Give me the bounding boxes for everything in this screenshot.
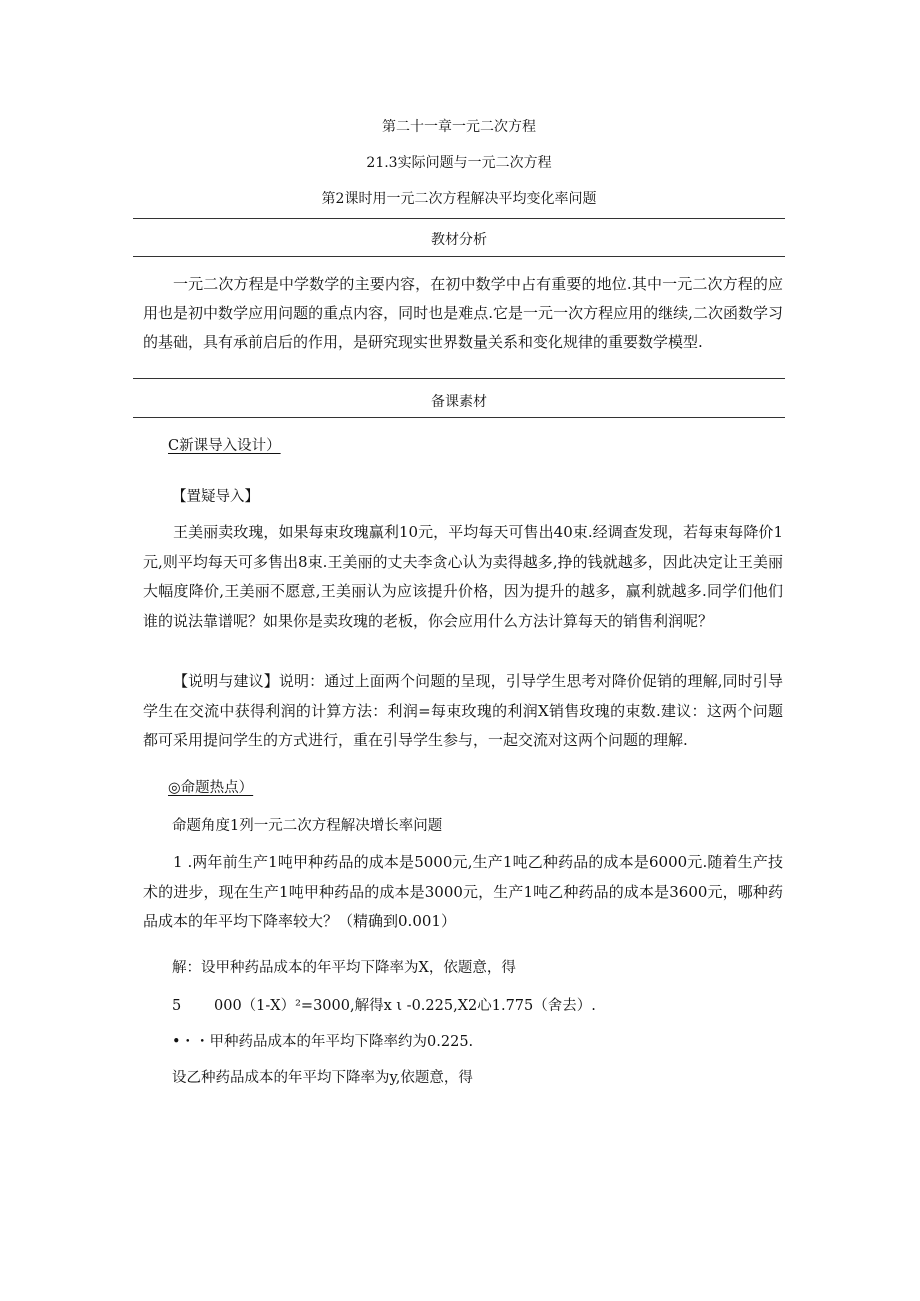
- solution-line: 设乙种药品成本的年平均下降率为y,依题意，得: [172, 1070, 473, 1086]
- divider: [133, 218, 785, 219]
- hot-topic-label: ◎命题热点）: [168, 780, 254, 796]
- solution-conclusion: •・・甲种药品成本的年平均下降率约为0.225.: [172, 1034, 474, 1050]
- divider: [133, 417, 785, 418]
- analysis-heading: 教材分析: [431, 232, 487, 248]
- question-paragraph: 王美丽卖玫瑰，如果每束玫瑰赢利10元，平均每天可售出40束.经调查发现，若每束每降价1元,则平均每天可多售出8束.王美丽的丈夫李贪心认为卖得越多,挣的钱就越多，因此决定让王美丽大幅度降价,王美丽不愿意,王美丽认为应该提升价格，因为提升的越多，赢利就越多.同学们他们谁的说法靠谱呢？如果你是卖玫瑰的老板，你会应用什么方法计算每天的销售利润呢？: [143, 523, 783, 630]
- divider: [133, 378, 785, 379]
- section-title: 21.3实际问题与一元二次方程: [366, 155, 552, 171]
- solution-line: 解：设甲种药品成本的年平均下降率为X，依题意，得: [172, 960, 516, 976]
- question-heading: 【置疑导入】: [172, 489, 259, 505]
- chapter-title: 第二十一章一元二次方程: [382, 119, 536, 135]
- suggestion-paragraph: 【说明与建议】说明：通过上面两个问题的呈现，引导学生思考对降价促销的理解,同时引导学生在交流中获得利润的计算方法：利润=每束玫瑰的利润X销售玫瑰的束数.建议：这两个问题都可采用提问学生的方式进行，重在引导学生参与，一起交流对这两个问题的理解.: [143, 672, 783, 749]
- solution-equation-number: 5: [172, 998, 182, 1014]
- problem-paragraph: 1 .两年前生产1吨甲种药品的成本是5000元,生产1吨乙种药品的成本是6000元.随着生产技术的进步，现在生产1吨甲种药品的成本是3000元，生产1吨乙种药品的成本是3600元，哪种药品成本的年平均下降率较大？（精确到0.001）: [143, 853, 783, 930]
- divider: [133, 256, 785, 257]
- intro-design-label: C新课导入设计）: [168, 438, 281, 454]
- lesson-title: 第2课时用一元二次方程解决平均变化率问题: [321, 191, 597, 207]
- materials-heading: 备课素材: [431, 394, 487, 410]
- topic-angle: 命题角度1列一元二次方程解决增长率问题: [172, 818, 443, 834]
- analysis-paragraph: 一元二次方程是中学数学的主要内容，在初中数学中占有重要的地位.其中一元二次方程的应用也是初中数学应用问题的重点内容，同时也是难点.它是一元一次方程应用的继续,二次函数学习的基础，具有承前启后的作用，是研究现实世界数量关系和变化规律的重要数学模型.: [143, 275, 783, 351]
- solution-equation: 000（1-X）²=3000,解得x ι -0.225,X2心1.775（舍去）.: [214, 998, 596, 1014]
